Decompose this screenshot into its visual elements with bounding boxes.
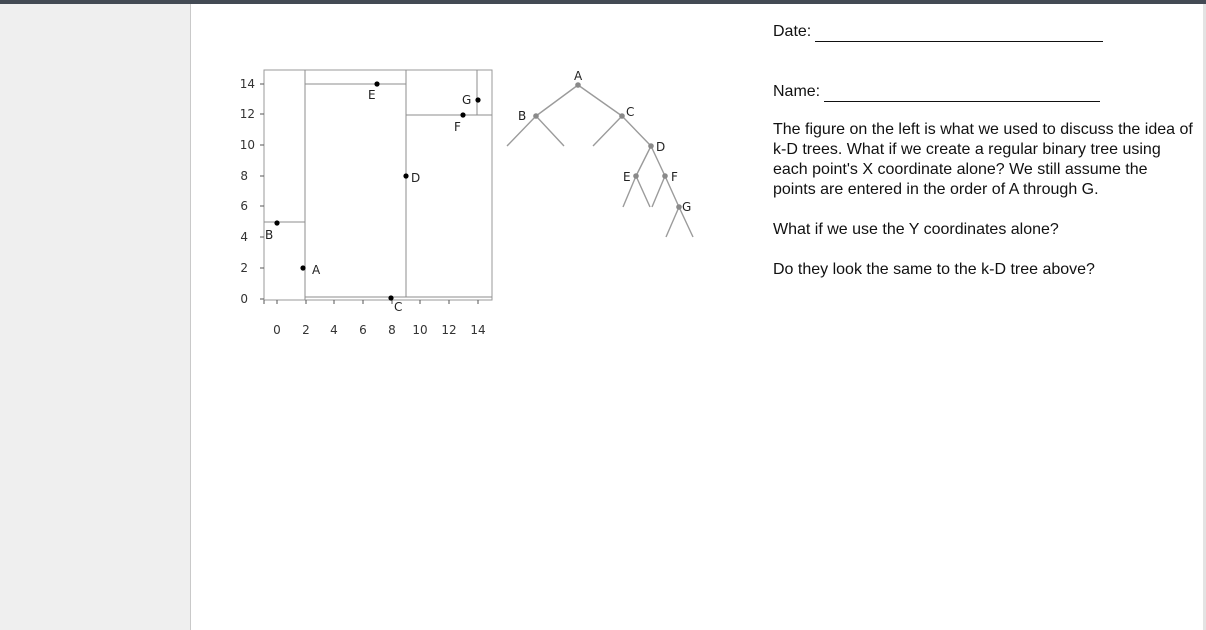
point-f: [460, 112, 465, 117]
tree-label-a: A: [574, 69, 583, 83]
tree-node-c: [619, 113, 625, 119]
tree-label-c: C: [626, 105, 635, 119]
x-tick-label: 2: [302, 323, 310, 337]
x-tick-label: 4: [330, 323, 338, 337]
x-tick-label: 12: [441, 323, 457, 337]
tree-labels: [518, 69, 691, 214]
point-label-e: E: [368, 88, 376, 102]
tree-node-d: [648, 143, 654, 149]
point-g: [475, 97, 480, 102]
tree-label-d: D: [656, 140, 666, 154]
question-y-coordinates: What if we use the Y coordinates alone?: [773, 221, 1059, 238]
point-label-b: B: [265, 228, 274, 242]
x-tick-label: 14: [470, 323, 486, 337]
point-label-c: C: [394, 300, 403, 314]
date-label: Date:: [773, 23, 812, 40]
y-tick-label: 4: [240, 230, 248, 244]
name-label: Name:: [773, 83, 821, 100]
tree-edges: [507, 85, 693, 237]
tree-label-e: E: [623, 170, 631, 184]
x-tick-label: 8: [388, 323, 396, 337]
name-blank-line[interactable]: [824, 85, 1100, 102]
point-label-f: F: [454, 120, 461, 134]
tree-label-f: F: [671, 170, 678, 184]
point-label-a: A: [312, 263, 321, 277]
y-tick-labels: [240, 77, 255, 306]
x-tick-label: 0: [273, 323, 281, 337]
tree-node-a: [575, 82, 581, 88]
worksheet-text-column: [773, 20, 1193, 280]
paragraph-kd-tree: The figure on the left is what we used to discuss the idea of k-D trees. What if we create a regular binary tree using each point's X coordinate alone? We still assume the points are entered in the order of A through G.: [773, 121, 1193, 198]
y-tick-label: 14: [239, 77, 255, 91]
point-d: [403, 173, 408, 178]
point-labels: [265, 88, 471, 314]
axis-ticks: [260, 84, 478, 304]
y-tick-label: 6: [240, 199, 248, 213]
left-side-panel: [0, 4, 190, 630]
tree-node-b: [533, 113, 539, 119]
point-label-d: D: [411, 171, 421, 185]
point-c: [388, 295, 393, 300]
y-tick-label: 0: [240, 292, 248, 306]
partition-lines: [264, 70, 492, 300]
x-tick-label: 6: [359, 323, 367, 337]
y-tick-label: 8: [240, 169, 248, 183]
y-tick-label: 12: [239, 107, 255, 121]
y-tick-label: 2: [240, 261, 248, 275]
x-tick-label: 10: [412, 323, 428, 337]
tree-node-e: [633, 173, 639, 179]
point-e: [374, 81, 379, 86]
plot-frame: [264, 70, 492, 300]
tree-node-g: [676, 204, 682, 210]
tree-label-g: G: [682, 200, 692, 214]
point-label-g: G: [462, 93, 472, 107]
date-field: [773, 20, 1193, 42]
name-field: [773, 80, 1193, 102]
x-tick-labels: [273, 323, 485, 337]
tree-label-b: B: [518, 109, 527, 123]
point-b: [274, 220, 279, 225]
question-compare-trees: Do they look the same to the k-D tree above?: [773, 261, 1095, 278]
point-a: [300, 265, 305, 270]
y-tick-label: 10: [239, 138, 255, 152]
tree-node-f: [662, 173, 668, 179]
date-blank-line[interactable]: [815, 25, 1103, 42]
